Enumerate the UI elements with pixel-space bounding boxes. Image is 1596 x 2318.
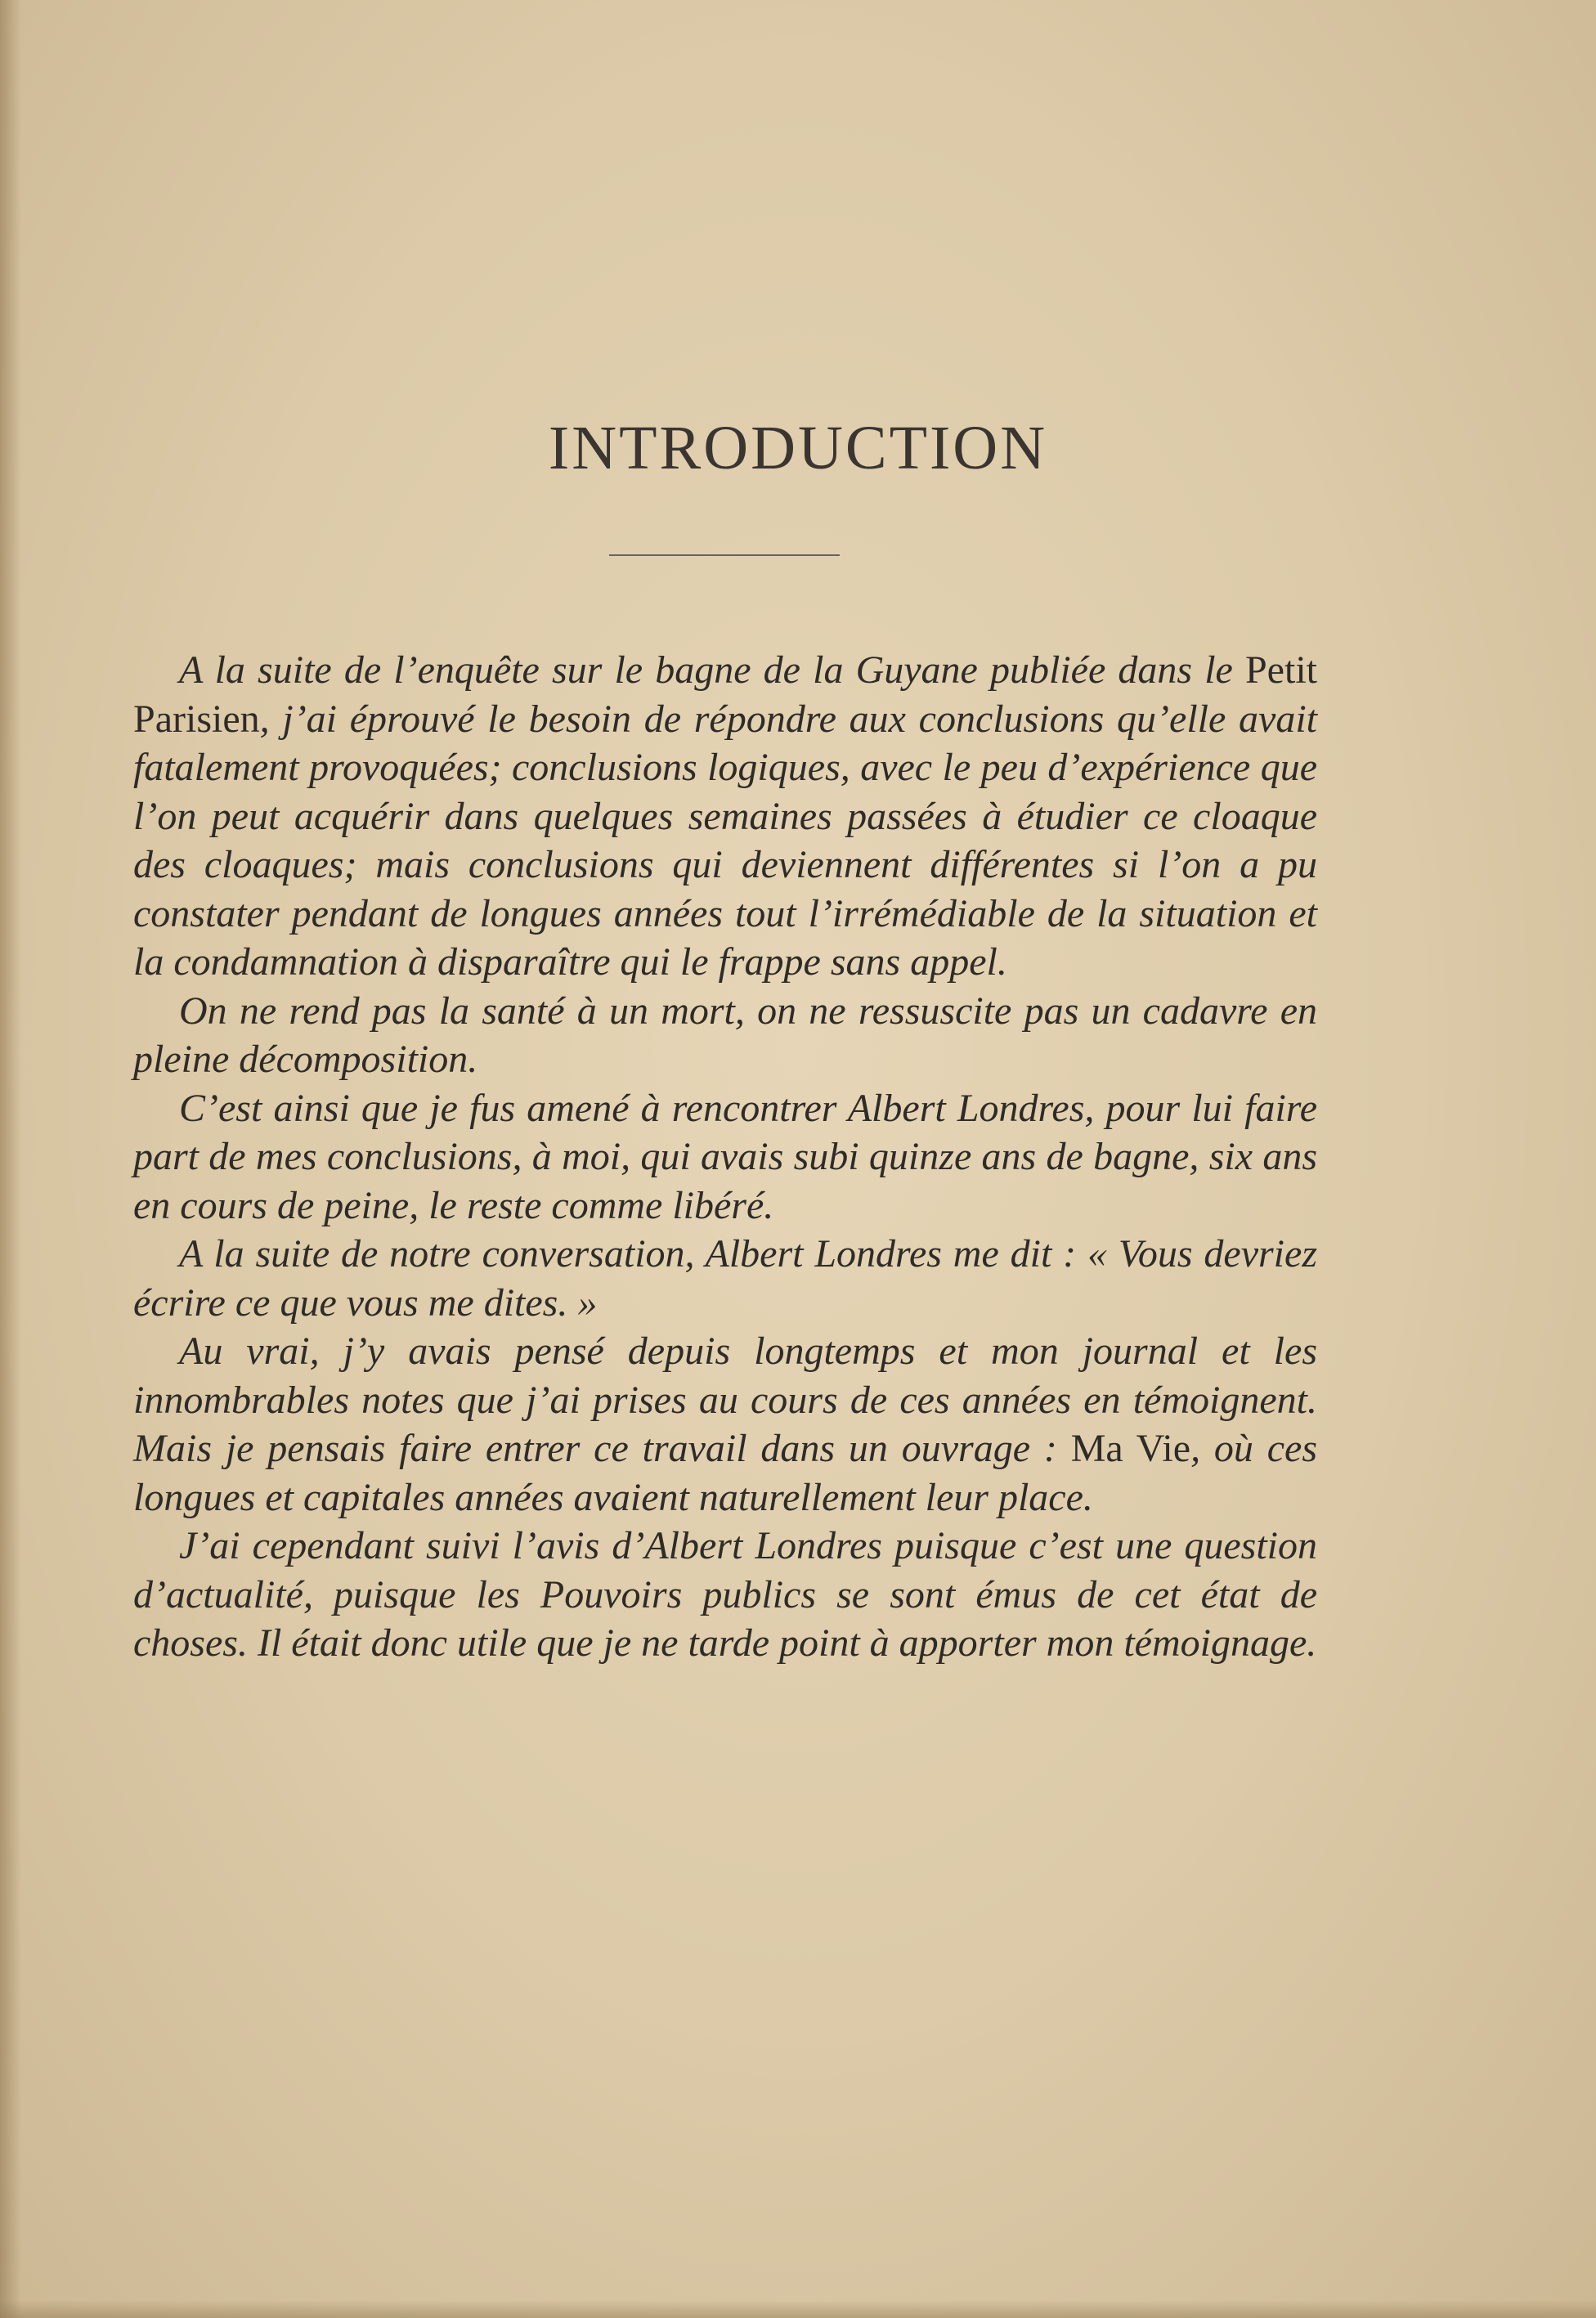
newspaper-name: Petit Parisien [133, 648, 1317, 741]
page-edge-shadow [0, 0, 21, 2318]
paragraph-5 [133, 1327, 1317, 1522]
introduction-body [133, 646, 1317, 1668]
paragraph-1-text-b: , j’ai éprouvé le besoin de répondre aux conclusions qu’elle avait fatalement provoquées; conclusions logiques, avec le peu d’expérience que l’on peut acquérir dans quelques semaines passées à étudier ce cloaque des cloaques; mais conclusions qui deviennent différentes si l’on a pu constater pendant de longues années tout l’irrémédiable de la situation et la condamnation à disparaître qui le frappe sans appel. [133, 697, 1317, 984]
paragraph-2: On ne rend pas la santé à un mort, on ne ressuscite pas un cadavre en pleine décomposition. [133, 989, 1317, 1081]
paragraph-5-text-b: , où ces longues et capitales années avaient naturellement leur place. [133, 1427, 1318, 1519]
paragraph-6: J’ai cependant suivi l’avis d’Albert Londres puisque c’est une question d’actualité, puisque les Pouvoirs publics se sont émus de cet état de choses. Il était donc utile que je ne tarde point à apporter mon témoignage. [133, 1524, 1317, 1665]
paragraph-4: A la suite de notre conversation, Albert Londres me dit : « Vous devriez écrire ce que vous me dites. » [133, 1232, 1317, 1325]
page-title: INTRODUCTION [548, 414, 1048, 482]
book-title: Ma Vie [1070, 1427, 1191, 1470]
paragraph-5-text-a: Au vrai, j’y avais pensé depuis longtemps et mon journal et les innombrables notes que j’ai prises au cours de ces années en témoignent. Mais je pensais faire entrer ce travail dans un ouvrage : [133, 1329, 1317, 1470]
paragraph-3: C’est ainsi que je fus amené à rencontrer Albert Londres, pour lui faire part de mes conclusions, à moi, qui avais subi quinze ans de bagne, six ans en cours de peine, le reste comme libéré. [133, 1086, 1317, 1227]
paragraph-1 [133, 646, 1317, 987]
paragraph-1-text-a: A la suite de l’enquête sur le bagne de la Guyane publiée dans le [179, 648, 1245, 692]
page-bottom-shadow [0, 2300, 1596, 2318]
title-divider [609, 554, 840, 556]
